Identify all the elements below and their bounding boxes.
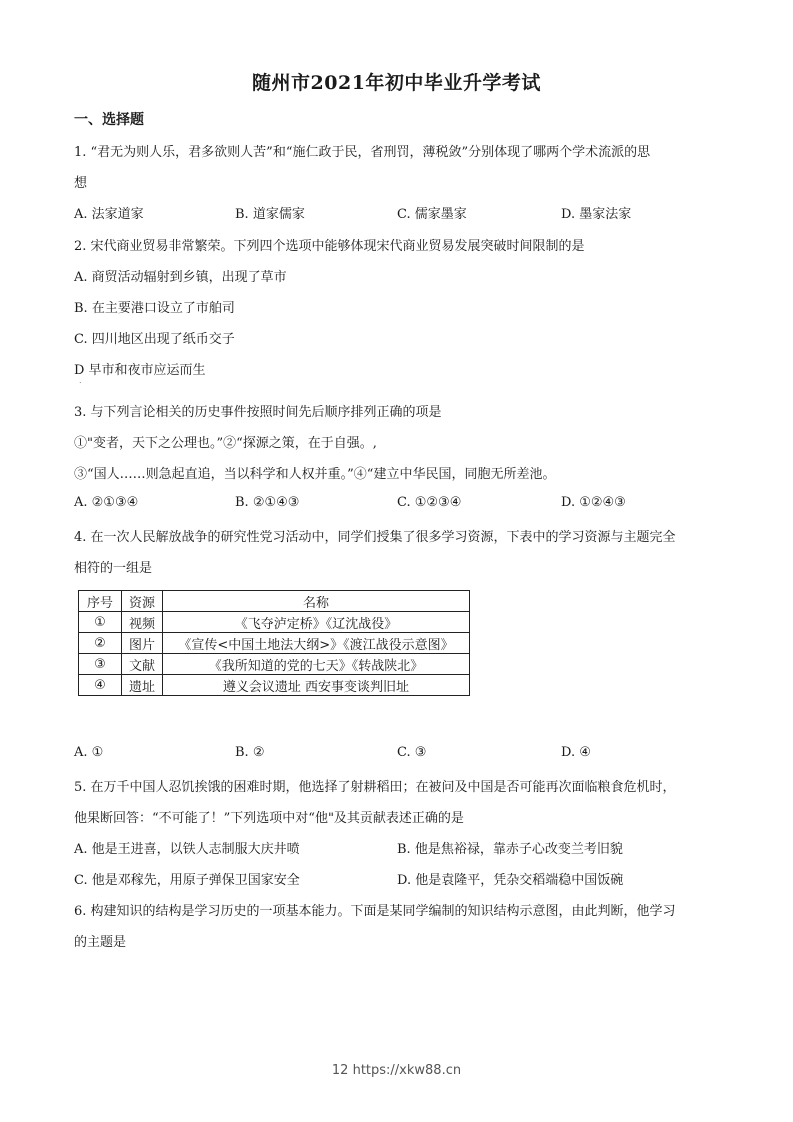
q4-option-d: D. ④ — [561, 745, 591, 760]
q2-stem: 2. 宋代商业贸易非常繁荣。下列四个选项中能够体现宋代商业贸易发展突破时间限制的是 — [74, 239, 585, 254]
q4-stem-line2: 相符的一组是 — [74, 561, 153, 576]
q3-quote-line2: ③“国人……则急起直追，当以科学和人权并重。”④“建立中华民国，同胞无所差池。 — [74, 467, 556, 482]
table-cell: ① — [79, 612, 122, 633]
table-row — [79, 633, 470, 654]
q3-quote-line1: ①"变者，天下之公理也。”②“探源之策，在于自强。, — [74, 436, 377, 451]
section-heading: 一、选择题 — [74, 112, 144, 128]
resource-table — [78, 590, 470, 696]
q5-option-c: C. 他是邓稼先，用原子弹保卫国家安全 — [74, 873, 300, 888]
q5-option-d: D. 他是袁隆平，凭杂交稻端稳中国饭碗 — [397, 873, 624, 888]
table-header-row — [79, 591, 470, 612]
table-cell: 视频 — [122, 612, 163, 633]
table-cell: 图片 — [122, 633, 163, 654]
q1-stem-line2: 想 — [74, 176, 88, 191]
table-cell: ③ — [79, 654, 122, 675]
q4-option-a: A. ① — [74, 745, 104, 760]
q3-option-a: A. ②①③④ — [74, 495, 139, 510]
stray-dot: . — [79, 376, 82, 385]
q3-option-c: C. ①②③④ — [397, 495, 462, 510]
q6-stem-line2: 的主题是 — [74, 935, 127, 950]
q5-stem-line2: 他果断回答：“不可能了！”下列选项中对“他"及其贡献表述正确的是 — [74, 811, 464, 826]
table-header-cell: 资源 — [122, 591, 163, 612]
table-cell: 《宣传<中国土地法大纲>》《渡江战役示意图》 — [163, 633, 470, 654]
q3-option-d: D. ①②④③ — [561, 495, 626, 510]
q4-option-b: B. ② — [235, 745, 265, 760]
q2-option-d: D 早市和夜市应运而生 — [74, 363, 206, 378]
table-cell: 文献 — [122, 654, 163, 675]
table-cell: 遗址 — [122, 675, 163, 696]
q1-option-a: A. 法家道家 — [74, 207, 144, 222]
table-row — [79, 675, 470, 696]
q1-stem-line1: 1. “君无为则人乐，君多欲则人苦”和“施仁政于民，省刑罚，薄税敛”分别体现了哪两个学术流派的思 — [74, 145, 651, 160]
table-row — [79, 654, 470, 675]
q3-option-b: B. ②①④③ — [235, 495, 300, 510]
table-header-cell: 名称 — [163, 591, 470, 612]
table-cell: 《我所知道的党的七天》《转战陕北》 — [163, 654, 470, 675]
q4-option-c: C. ③ — [397, 745, 427, 760]
q1-option-d: D. 墨家法家 — [561, 207, 632, 222]
q2-option-a: A. 商贸活动辐射到乡镇，出现了草市 — [74, 270, 287, 285]
q1-option-b: B. 道家儒家 — [235, 207, 305, 222]
q6-stem-line1: 6. 构建知识的结构是学习历史的一项基本能力。下面是某同学编制的知识结构示意图，由此判断，他学习 — [74, 904, 676, 919]
q4-stem-line1: 4. 在一次人民解放战争的研究性党习活动中，同学们授集了很多学习资源，下表中的学习资源与主题完全 — [74, 530, 676, 545]
q5-option-a: A. 他是王进喜，以铁人志制服大庆井喷 — [74, 842, 300, 857]
q5-stem-line1: 5. 在万千中国人忍饥挨饿的困难时期，他选择了射耕稻田；在被问及中国是否可能再次面临粮食危机时， — [74, 780, 676, 795]
table-cell: 遵义会议遗址 西安事变谈判旧址 — [163, 675, 470, 696]
q2-option-c: C. 四川地区出现了纸币交子 — [74, 332, 235, 347]
q5-option-b: B. 他是焦裕禄，靠赤子心改变兰考旧貌 — [397, 842, 623, 857]
q1-option-c: C. 儒家墨家 — [397, 207, 467, 222]
table-header-cell: 序号 — [79, 591, 122, 612]
exam-title: 随州市2021年初中毕业升学考试 — [252, 72, 541, 94]
q3-stem: 3. 与下列言论相关的历史事件按照时间先后顺序排列正确的项是 — [74, 405, 442, 420]
page-footer: 12 https://xkw88.cn — [331, 1063, 462, 1078]
table-cell: 《飞夺泸定桥》《辽沈战役》 — [163, 612, 470, 633]
table-cell: ④ — [79, 675, 122, 696]
table-row — [79, 612, 470, 633]
q2-option-b: B. 在主要港口设立了市舶司 — [74, 301, 235, 316]
table-cell: ② — [79, 633, 122, 654]
